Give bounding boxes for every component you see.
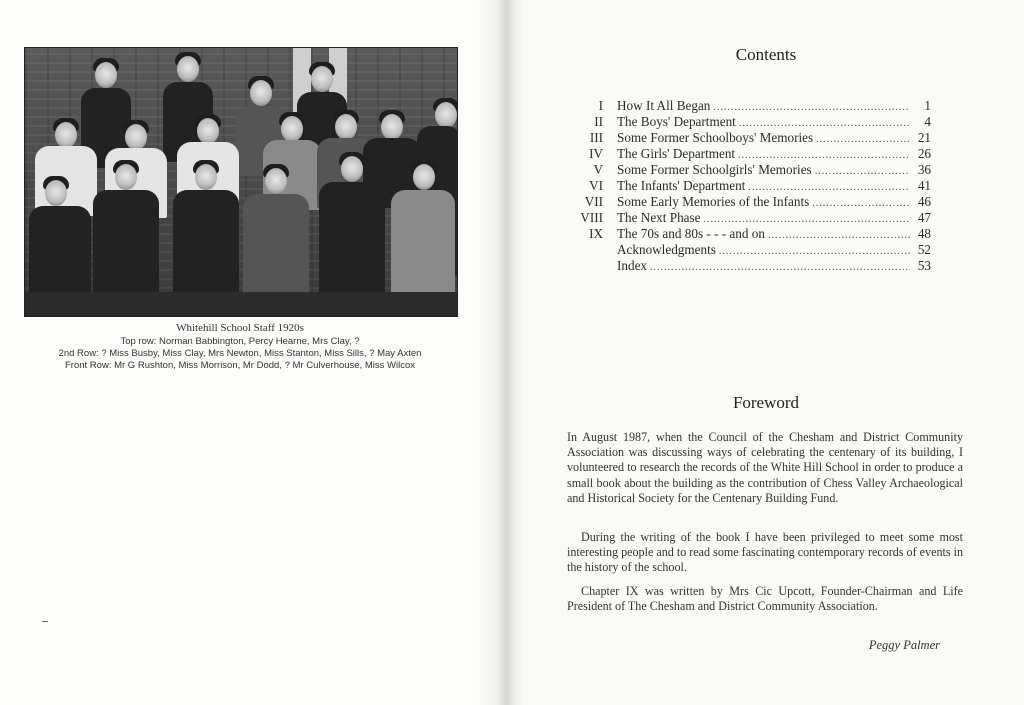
toc-chapter-title: Some Former Schoolboys' Memories <box>617 130 814 145</box>
photo-caption-second-row: 2nd Row: ? Miss Busby, Miss Clay, Mrs Newton, Miss Stanton, Miss Sills, ? May Axten <box>58 348 422 359</box>
toc-chapter-title: Some Former Schoolgirls' Memories <box>617 162 812 177</box>
foreword-paragraph: During the writing of the book I have been privileged to meet some most interesting people and to read some fascinating contemporary records of events in the history of the school. <box>567 530 963 575</box>
toc-page-number: 52 <box>917 242 931 257</box>
foreword-paragraph: In August 1987, when the Council of the Chesham and District Community Association was discussing ways of celebrating the centenary of its building, I volunteered to research the records of the White Hill School in order to produce a small book about the building as the contribution of Chess Valley Archaeological and Historical Society for the Centenary Building Fund. <box>567 430 963 505</box>
toc-entry[interactable] <box>575 242 931 258</box>
author-signature: Peggy Palmer <box>868 638 940 652</box>
toc-chapter-title: The Boys' Department <box>617 114 736 129</box>
toc-page-number: 53 <box>917 258 931 273</box>
toc-chapter-title: Some Early Memories of the Infants <box>617 194 810 209</box>
photo-caption-title: Whitehill School Staff 1920s <box>176 322 304 334</box>
toc-chapter-number: II <box>594 114 603 129</box>
toc-chapter-title: The Girls' Department <box>617 146 736 161</box>
toc-chapter-number: III <box>589 130 603 145</box>
toc-chapter-title: The Next Phase <box>617 210 701 225</box>
toc-entry[interactable] <box>575 162 931 178</box>
foreword-paragraph: Chapter IX was written by Mrs Cic Upcott, Founder-Chairman and Life President of The Chesham and District Community Association. <box>567 584 963 614</box>
photo-caption-top-row: Top row: Norman Babbington, Percy Hearne, Mrs Clay, ? <box>120 336 360 347</box>
toc-page-number: 46 <box>917 194 931 209</box>
toc-page-number: 26 <box>917 146 931 161</box>
foreword-heading: Foreword <box>732 393 800 412</box>
toc-leader-dots <box>768 228 910 244</box>
toc-chapter-title: The Infants' Department <box>617 178 746 193</box>
toc-page-number: 1 <box>924 98 931 113</box>
toc-leader-dots <box>719 244 910 260</box>
page-mark <box>42 621 48 622</box>
toc-entry[interactable] <box>575 210 931 226</box>
toc-leader-dots <box>650 260 910 276</box>
toc-page-number: 4 <box>924 114 931 129</box>
toc-chapter-number: IV <box>589 146 603 161</box>
toc-entry[interactable] <box>575 130 931 146</box>
toc-chapter-number: V <box>593 162 603 177</box>
table-of-contents <box>575 98 931 274</box>
toc-entry[interactable] <box>575 178 931 194</box>
toc-page-number: 41 <box>917 178 931 193</box>
toc-leader-dots <box>812 196 910 212</box>
toc-page-number: 47 <box>917 210 931 225</box>
toc-leader-dots <box>815 164 910 180</box>
toc-page-number: 21 <box>917 130 931 145</box>
toc-entry[interactable] <box>575 114 931 130</box>
toc-leader-dots <box>816 132 910 148</box>
toc-entry[interactable] <box>575 146 931 162</box>
toc-leader-dots <box>713 100 910 116</box>
toc-entry[interactable] <box>575 258 931 274</box>
toc-chapter-number: VIII <box>580 210 603 225</box>
toc-chapter-title: Acknowledgments <box>617 242 716 257</box>
toc-chapter-title: How It All Began <box>617 98 711 113</box>
toc-chapter-number: IX <box>589 226 603 241</box>
toc-entry[interactable] <box>575 98 931 114</box>
toc-entry[interactable] <box>575 194 931 210</box>
toc-page-number: 36 <box>917 162 931 177</box>
toc-chapter-number: VI <box>589 178 603 193</box>
toc-chapter-number: I <box>598 98 603 113</box>
contents-heading: Contents <box>735 45 797 64</box>
photo-caption-front-row: Front Row: Mr G Rushton, Miss Morrison, Mr Dodd, ? Mr Culverhouse, Miss Wilcox <box>65 360 415 371</box>
toc-chapter-number: VII <box>584 194 603 209</box>
toc-entry[interactable] <box>575 226 931 242</box>
toc-page-number: 48 <box>917 226 931 241</box>
toc-chapter-title: The 70s and 80s - - - and on <box>617 226 765 241</box>
toc-chapter-title: Index <box>617 258 648 273</box>
photo-ground <box>25 292 457 316</box>
staff-photograph <box>24 47 458 317</box>
